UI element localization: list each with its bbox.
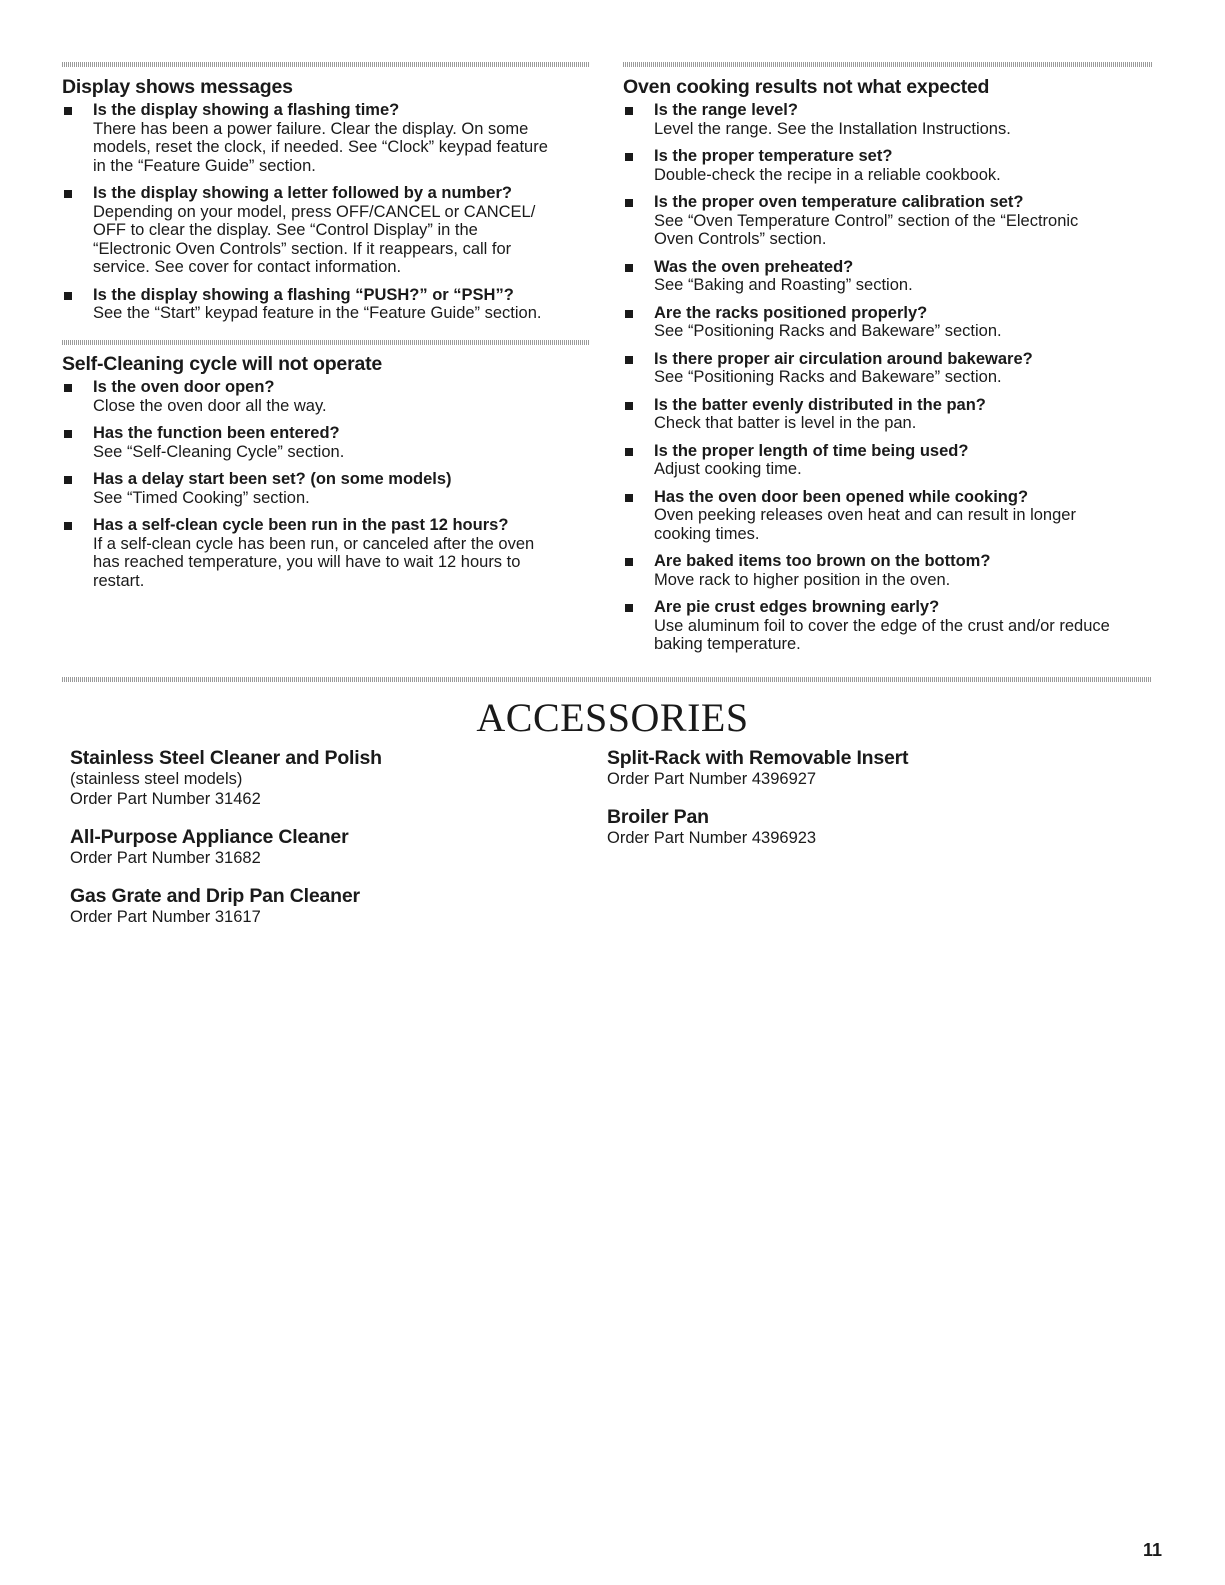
section-title: Oven cooking results not what expected [623, 76, 990, 98]
question: Are baked items too brown on the bottom? [654, 552, 991, 570]
item-list [62, 378, 592, 590]
list-item [62, 378, 592, 415]
question: Is the range level? [654, 101, 798, 119]
answer-line: baking temperature. [654, 635, 801, 653]
answer-line: service. See cover for contact information. [93, 258, 402, 276]
answer-line: There has been a power failure. Clear the display. On some [93, 119, 529, 138]
square-bullet-icon [64, 384, 72, 392]
list-item [62, 516, 592, 590]
accessories-right-column [607, 747, 1127, 865]
question: Is there proper air circulation around bakeware? [654, 349, 1033, 368]
square-bullet-icon [625, 356, 633, 364]
question: Has a delay start been set? (on some models) [93, 470, 452, 488]
question: Is the proper oven temperature calibration set? [654, 193, 1024, 211]
list-item [62, 470, 592, 507]
square-bullet-icon [625, 558, 633, 566]
accessory-detail: Order Part Number 4396923 [607, 829, 817, 847]
question: Are the racks positioned properly? [654, 303, 928, 322]
answer-line: See the “Start” keypad feature in the “Feature Guide” section. [93, 304, 542, 322]
section-title: Self-Cleaning cycle will not operate [62, 353, 383, 375]
list-item [623, 396, 1158, 433]
square-bullet-icon [64, 522, 72, 530]
accessory-item [607, 747, 1127, 789]
item-list [623, 101, 1158, 654]
answer-line: Close the oven door all the way. [93, 396, 327, 415]
square-bullet-icon [64, 476, 72, 484]
question: Has the function been entered? [93, 424, 340, 442]
list-item [62, 286, 592, 323]
accessory-name: Gas Grate and Drip Pan Cleaner [70, 885, 360, 907]
answer-line: Oven Controls” section. [654, 230, 827, 248]
accessory-detail: Order Part Number 31617 [70, 908, 261, 926]
question: Is the display showing a letter followed by a number? [93, 184, 512, 202]
answer-line: restart. [93, 571, 145, 590]
square-bullet-icon [625, 199, 633, 207]
answer-line: Level the range. See the Installation Instructions. [654, 119, 1011, 138]
answer-line: Oven peeking releases oven heat and can result in longer [654, 506, 1076, 524]
answer-line: “Electronic Oven Controls” section. If it reappears, call for [93, 239, 512, 258]
accessory-name: Broiler Pan [607, 806, 709, 828]
accessory-detail: (stainless steel models) [70, 770, 243, 788]
question: Is the display showing a flashing time? [93, 101, 400, 119]
answer-line: Depending on your model, press OFF/CANCEL or CANCEL/ [93, 202, 536, 221]
square-bullet-icon [625, 604, 633, 612]
accessory-detail: Order Part Number 4396927 [607, 770, 817, 788]
question: Is the batter evenly distributed in the pan? [654, 395, 986, 414]
list-item [623, 147, 1158, 184]
square-bullet-icon [625, 494, 633, 502]
answer-line: models, reset the clock, if needed. See “Clock” keypad feature [93, 138, 548, 156]
answer-line: See “Timed Cooking” section. [93, 488, 310, 507]
list-item [623, 350, 1158, 387]
answer-line: Use aluminum foil to cover the edge of the crust and/or reduce [654, 616, 1110, 635]
answer-line: cooking times. [654, 524, 760, 543]
answer-line: See “Positioning Racks and Bakeware” section. [654, 322, 1002, 340]
list-item [623, 552, 1158, 589]
list-item [623, 304, 1158, 341]
accessory-name: Split-Rack with Removable Insert [607, 747, 909, 769]
question: Is the proper length of time being used? [654, 441, 969, 460]
accessory-name: All-Purpose Appliance Cleaner [70, 826, 349, 848]
square-bullet-icon [625, 153, 633, 161]
question: Are pie crust edges browning early? [654, 598, 940, 616]
accessory-item [70, 747, 570, 809]
accessory-name: Stainless Steel Cleaner and Polish [70, 747, 382, 769]
question: Is the display showing a flashing “PUSH?” or “PSH”? [93, 285, 514, 304]
square-bullet-icon [625, 264, 633, 272]
list-item [623, 101, 1158, 138]
accessory-detail: Order Part Number 31682 [70, 849, 261, 867]
square-bullet-icon [64, 292, 72, 300]
accessory-detail: Order Part Number 31462 [70, 790, 261, 808]
display-messages-section [62, 76, 592, 323]
list-item [623, 193, 1158, 249]
question: Has a self-clean cycle been run in the past 12 hours? [93, 516, 509, 534]
square-bullet-icon [625, 402, 633, 410]
answer-line: in the “Feature Guide” section. [93, 156, 316, 175]
section-rule-top-left [62, 62, 590, 67]
answer-line: Check that batter is level in the pan. [654, 414, 917, 432]
answer-line: See “Baking and Roasting” section. [654, 276, 913, 294]
accessory-item [607, 806, 1127, 848]
square-bullet-icon [64, 190, 72, 198]
answer-line: OFF to clear the display. See “Control Display” in the [93, 221, 478, 239]
accessory-item [70, 826, 570, 868]
item-list [62, 101, 592, 323]
question: Was the oven preheated? [654, 257, 854, 276]
answer-line: See “Self-Cleaning Cycle” section. [93, 442, 345, 461]
square-bullet-icon [625, 448, 633, 456]
accessory-item [70, 885, 570, 927]
answer-line: Move rack to higher position in the oven. [654, 570, 951, 589]
answer-line: Double-check the recipe in a reliable cookbook. [654, 165, 1001, 184]
answer-line: See “Positioning Racks and Bakeware” section. [654, 368, 1002, 386]
self-cleaning-section [62, 353, 592, 590]
page-number: 11 [1142, 1540, 1162, 1560]
list-item [623, 258, 1158, 295]
answer-line: See “Oven Temperature Control” section of the “Electronic [654, 211, 1079, 230]
section-rule-mid-left [62, 340, 590, 345]
question: Is the oven door open? [93, 378, 275, 396]
question: Has the oven door been opened while cooking? [654, 487, 1029, 506]
question: Is the proper temperature set? [654, 147, 893, 165]
square-bullet-icon [625, 107, 633, 115]
list-item [623, 488, 1158, 544]
answer-line: If a self-clean cycle has been run, or canceled after the oven [93, 534, 535, 553]
square-bullet-icon [64, 107, 72, 115]
list-item [62, 184, 592, 277]
oven-results-section [623, 76, 1158, 654]
accessories-title: ACCESSORIES [476, 695, 749, 740]
list-item [623, 598, 1158, 654]
list-item [62, 424, 592, 461]
answer-line: Adjust cooking time. [654, 460, 802, 478]
list-item [62, 101, 592, 175]
square-bullet-icon [625, 310, 633, 318]
square-bullet-icon [64, 430, 72, 438]
section-rule-top-right [623, 62, 1152, 67]
accessories-left-column [70, 747, 570, 944]
list-item [623, 442, 1158, 479]
section-title: Display shows messages [62, 76, 293, 98]
section-rule-accessories [62, 677, 1152, 682]
answer-line: has reached temperature, you will have to wait 12 hours to [93, 553, 521, 571]
